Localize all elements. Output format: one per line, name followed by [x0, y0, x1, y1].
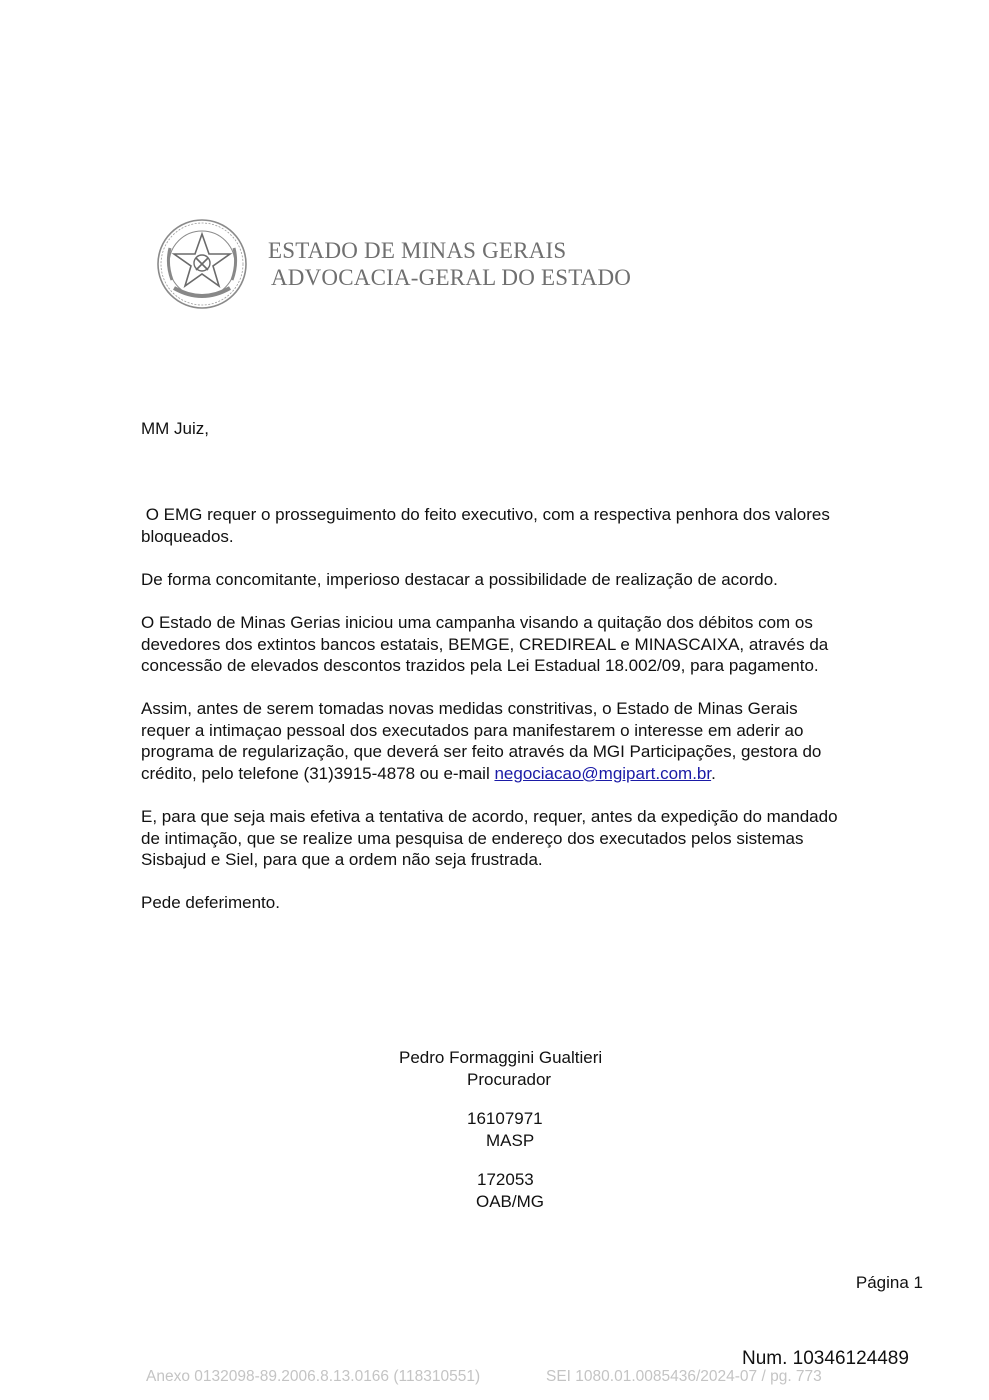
masp-label: MASP	[486, 1131, 535, 1150]
page-number: Página 1	[855, 1273, 923, 1292]
text-line: De forma concomitante, imperioso destacar a possibilidade de realização de acordo.	[141, 570, 778, 589]
footer-annex-reference: Anexo 0132098-89.2006.8.13.0166 (118310551)	[146, 1368, 481, 1385]
text-line: concessão de elevados descontos trazidos pela Lei Estadual 18.002/09, para pagamento.	[141, 656, 819, 676]
paragraph-1	[141, 504, 830, 547]
text-line: requer a intimaçao pessoal dos executados para manifestarem o interesse em aderir ao	[141, 720, 804, 740]
text-line: E, para que seja mais efetiva a tentativa de acordo, requer, antes da expedição do mandado	[141, 807, 838, 826]
text-line: programa de regularização, que deverá ser feito através da MGI Participações, gestora do	[141, 742, 822, 762]
paragraph-3	[141, 612, 828, 677]
footer-sei-reference: SEI 1080.01.0085436/2024-07 / pg. 773	[546, 1368, 822, 1385]
masp-number: 16107971	[467, 1109, 543, 1128]
text-line: O Estado de Minas Gerias iniciou uma campanha visando a quitação dos débitos com os	[141, 613, 813, 632]
text-line: bloqueados.	[141, 526, 234, 546]
paragraph-4	[141, 698, 821, 784]
email-link[interactable]: negociacao@mgipart.com.br	[494, 763, 712, 783]
text-line: Sisbajud e Siel, para que a ordem não seja frustrada.	[141, 850, 543, 870]
text-line: Pede deferimento.	[141, 893, 280, 912]
agency-name: ADVOCACIA-GERAL DO ESTADO	[271, 265, 632, 290]
coat-of-arms-icon	[156, 218, 248, 310]
signer-name: Pedro Formaggini Gualtieri	[399, 1048, 603, 1067]
closing	[141, 892, 280, 914]
contact-line	[141, 763, 821, 785]
document-number: Num. 10346124489	[742, 1348, 909, 1369]
text-line: devedores dos extintos bancos estatais, BEMGE, CREDIREAL e MINASCAIXA, através da	[141, 634, 829, 654]
contact-suffix: .	[711, 763, 716, 783]
oab-label: OAB/MG	[476, 1192, 545, 1211]
text-line: Assim, antes de serem tomadas novas medidas constritivas, o Estado de Minas Gerais	[141, 699, 798, 718]
paragraph-2	[141, 569, 778, 591]
oab-number: 172053	[477, 1170, 534, 1189]
paragraph-5	[141, 806, 838, 871]
salutation: MM Juiz,	[141, 419, 209, 438]
state-name: ESTADO DE MINAS GERAIS	[268, 238, 567, 263]
text-line: O EMG requer o prosseguimento do feito executivo, com a respectiva penhora dos valores	[141, 505, 830, 524]
contact-prefix: crédito, pelo telefone (31)3915-4878 ou e-mail	[141, 763, 495, 783]
signer-title: Procurador	[467, 1070, 552, 1089]
text-line: de intimação, que se realize uma pesquisa de endereço dos executados pelos sistemas	[141, 828, 804, 848]
